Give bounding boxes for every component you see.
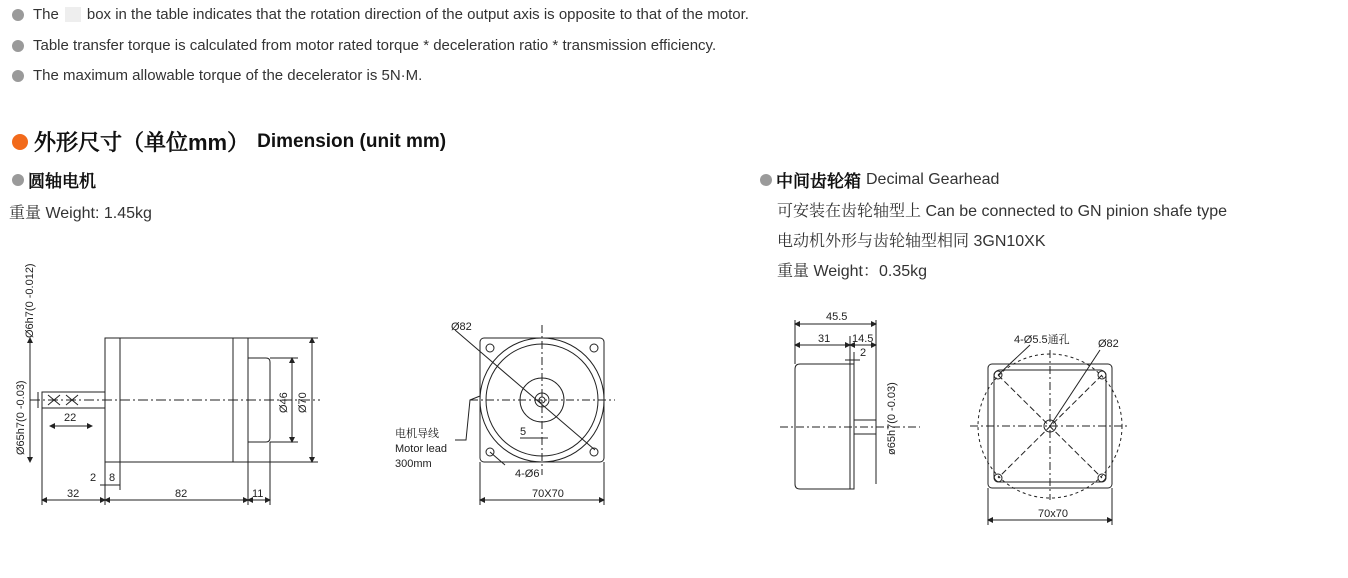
dim-label-32: 32 — [67, 488, 80, 500]
leader-line — [1050, 350, 1100, 426]
dim-label-70x70: 70X70 — [532, 488, 564, 500]
motor-weight-cn: 重量 — [9, 205, 42, 222]
gear-dim-label-70x70: 70x70 — [1038, 508, 1068, 520]
dim-label-holes: 4-Ø6 — [515, 468, 540, 480]
motor-lead-label-cn: 电机导线 — [395, 428, 439, 440]
gearhead-line-2-en: 3GN10XK — [973, 233, 1046, 250]
gearhead-line-1-cn: 可安装在齿轮轴型上 — [777, 203, 922, 220]
note-3-text: The maximum allowable torque of the decelerator is 5N·M. — [33, 67, 423, 84]
gear-dim-label-holes: 4-Ø5.5通孔 — [1014, 334, 1070, 346]
note-1-after: box in the table indicates that the rotation direction of the output axis is opposite to that of the motor. — [86, 6, 749, 23]
dim-label-8: 8 — [109, 472, 116, 484]
gearhead-weight-cn: 重量 — [777, 263, 810, 280]
gearhead-heading-en: Decimal Gearhead — [866, 170, 1000, 188]
dim-label-65h7: Ø65h7(0 -0.03) — [15, 380, 27, 455]
motor-lead-label-en: Motor lead — [395, 443, 447, 455]
leader-line — [490, 452, 505, 465]
dim-label-2: 2 — [90, 472, 97, 484]
dim-label-6h7: Ø6h7(0 -0.012) — [24, 263, 36, 338]
motor-heading-text: 圆轴电机 — [28, 172, 96, 191]
gearhead-side-view — [780, 320, 920, 489]
dim-label-11: 11 — [252, 488, 264, 500]
gearhead-heading-cn: 中间齿轮箱 — [776, 172, 861, 191]
note-2-text: Table transfer torque is calculated from motor rated torque * deceleration ratio * transmission efficiency. — [33, 37, 717, 54]
note-1-before: The — [33, 6, 59, 23]
mount-hole — [486, 344, 494, 352]
dim-label-46: Ø46 — [278, 392, 290, 413]
mount-hole — [590, 344, 598, 352]
gearhead-line-1-en: Can be connected to GN pinion shafe type — [925, 203, 1227, 220]
dim-label-82-front: Ø82 — [451, 321, 472, 333]
gear-dim-label-45-5: 45.5 — [826, 311, 848, 323]
gearhead-line-2-cn: 电动机外形与齿轮轴型相同 — [777, 233, 970, 250]
gear-dim-label-31: 31 — [818, 333, 831, 345]
dim-label-22: 22 — [64, 412, 77, 424]
motor-weight-en: Weight: 1.45kg — [45, 205, 152, 222]
gear-dim-label-65h7: ø65h7(0 -0.03) — [886, 382, 898, 455]
motor-lead-length: 300mm — [395, 458, 432, 470]
gear-dim-label-82: Ø82 — [1098, 338, 1119, 350]
gear-dim-label-14-5: 14.5 — [852, 333, 874, 345]
dim-label-5: 5 — [520, 426, 527, 438]
dim-label-70: Ø70 — [297, 392, 309, 413]
gearhead-front-view — [970, 345, 1130, 525]
section-title-cn: 外形尺寸（单位mm） — [34, 130, 250, 155]
gearhead-weight-en: Weight：0.35kg — [813, 263, 928, 280]
dim-label-82: 82 — [175, 488, 188, 500]
gear-dim-label-2: 2 — [860, 347, 867, 359]
motor-lead-wire — [455, 396, 480, 440]
section-title-en: Dimension (unit mm) — [257, 130, 447, 152]
